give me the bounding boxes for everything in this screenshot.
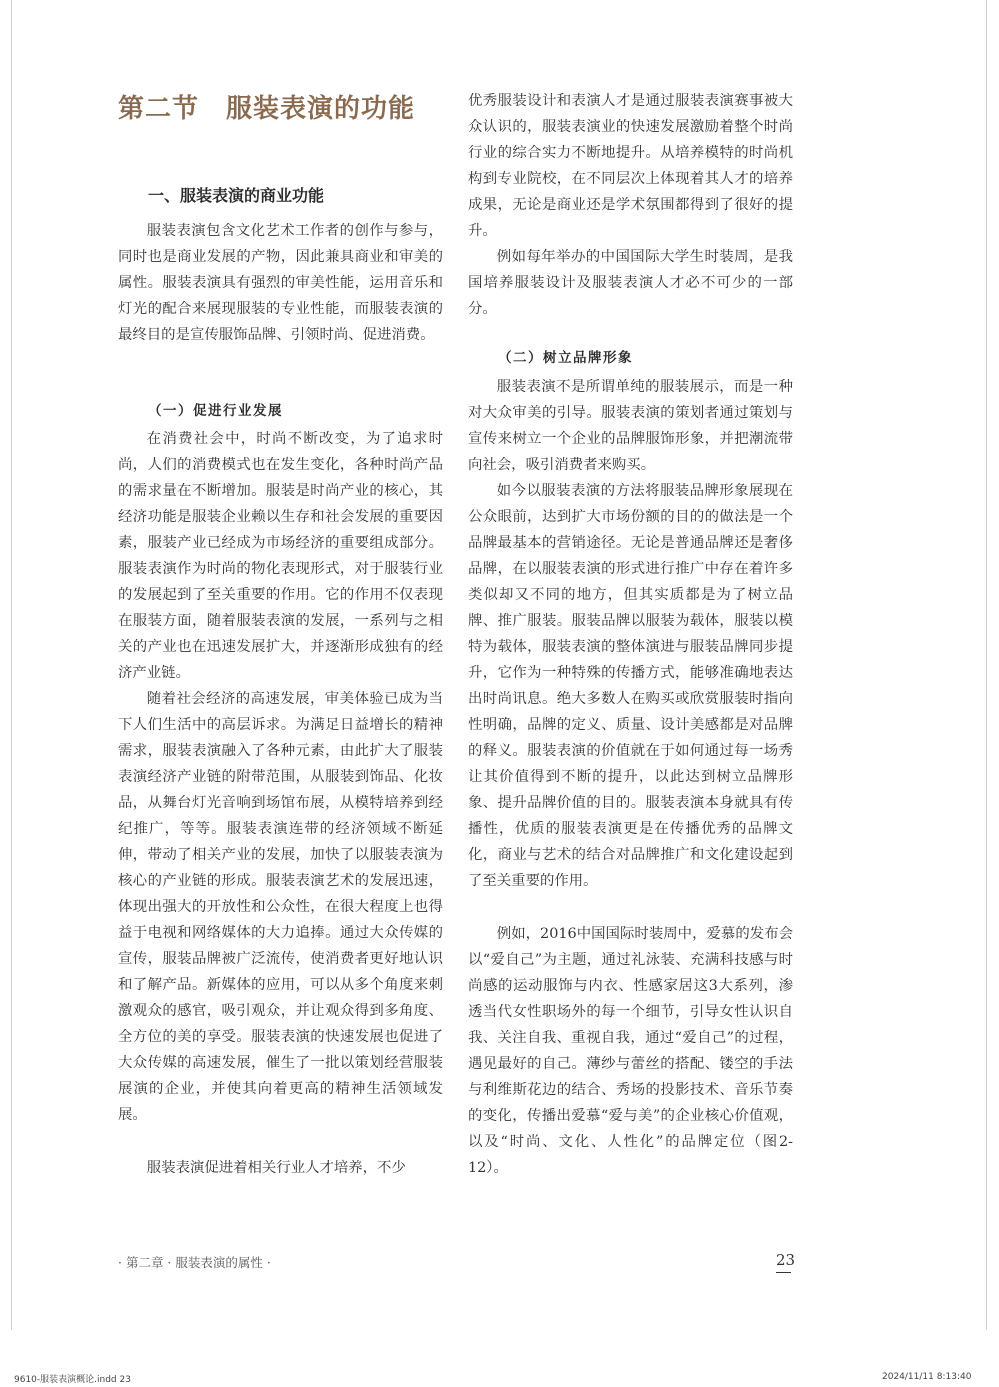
paragraph-industry-3-continued: 优秀服装设计和表演人才是通过服装表演赛事被大众认识的，服装表演业的快速发展激励着整个时尚行业的综合实力不断地提升。从培养模特的时尚机构到专业院校，在不同层次上体现着其人才的培养成果，无论是商业还是学术氛围都得到了很好的提升。 (468, 93, 793, 239)
paragraph-brand-1: 服装表演不是所谓单纯的服装展示，而是一种对大众审美的引导。服装表演的策划者通过策划与宣传来树立一个企业的品牌服饰形象，并把潮流带向社会，吸引消费者来购买。 (468, 379, 793, 473)
paragraph-industry-3: 服装表演促进着相关行业人才培养，不少 (146, 1160, 406, 1176)
intro-paragraph: 服装表演包含文化艺术工作者的创作与参与，同时也是商业发展的产物，因此兼具商业和审美的属性。服装表演具有强烈的审美性能，运用音乐和灯光的配合来展现服装的专业性能，而服装表演的最终目的是宣传服饰品牌、引领时尚、促进消费。 (118, 223, 443, 343)
page-trim-line-left (11, 0, 12, 1330)
print-slug-filename: 9610-服装表演概论.indd 23 (14, 1375, 131, 1385)
paragraph-brand-2: 如今以服装表演的方法将服装品牌形象展现在公众眼前，达到扩大市场份额的目的的做法是一个品牌最基本的营销途径。无论是普通品牌还是奢侈品牌，在以服装表演的形式进行推广中存在着许多类似却又不同的地方，但其实质都是为了树立品牌、推广服装。服装品牌以服装为载体，服装以模特为载体，服装表演的整体演进与服装品牌同步提升，它作为一种特殊的传播方式，能够准确地表达出时尚讯息。绝大多数人在购买或欣赏服装时指向性明确，品牌的定义、质量、设计美感都是对品牌的释义。服装表演的价值就在于如何通过每一场秀让其价值得到不断的提升，以此达到树立品牌形象、提升品牌价值的目的。服装表演本身就具有传播性，优质的服装表演更是在传播优秀的品牌文化，商业与艺术的结合对品牌推广和文化建设起到了至关重要的作用。 (468, 483, 793, 889)
paragraph-industry-1: 在消费社会中，时尚不断改变，为了追求时尚，人们的消费模式也在发生变化，各种时尚产品的需求量在不断增加。服装是时尚产业的核心，其经济功能是服装企业赖以生存和社会发展的重要因素，服装产业已经成为市场经济的重要组成部分。服装表演作为时尚的物化表现形式，对于服装行业的发展起到了至关重要的作用。它的作用不仅表现在服装方面，随着服装表演的发展，一系列与之相关的产业也在迅速发展扩大，并逐渐形成独有的经济产业链。 (118, 431, 443, 681)
page-trim-line-right (986, 0, 987, 1330)
subheading-industry-development: （一）促进行业发展 (148, 403, 283, 419)
heading-commercial-function: 一、服装表演的商业功能 (148, 186, 325, 205)
paragraph-brand-3: 例如，2016中国国际时装周中，爱慕的发布会以“爱自己”为主题，通过礼泳装、充满科技感与时尚感的运动服饰与内衣、性感家居这3大系列，渗透当代女性职场外的每一个细节，引导女性认识自我、关注自我、重视自我，通过“爱自己”的过程，遇见最好的自己。薄纱与蕾丝的搭配、镂空的手法与利维斯花边的结合、秀场的投影技术、音乐节奏的变化，传播出爱慕“爱与美”的企业核心价值观，以及“时尚、文化、人性化”的品牌定位（图2-12）。 (468, 926, 793, 1176)
print-slug-timestamp: 2024/11/11 8:13:40 (882, 1372, 972, 1382)
page-number-underline (776, 1272, 791, 1273)
paragraph-industry-2: 随着社会经济的高速发展，审美体验已成为当下人们生活中的高层诉求。为满足日益增长的精神需求，服装表演融入了各种元素，由此扩大了服装表演经济产业链的附带范围，从服装到饰品、化妆品，从舞台灯光音响到场馆布展，从模特培养到经纪推广，等等。服装表演连带的经济领域不断延伸，带动了相关产业的发展，加快了以服装表演为核心的产业链的形成。服装表演艺术的发展迅速，体现出强大的开放性和公众性，在很大程度上也得益于电视和网络媒体的大力追捧。通过大众传媒的宣传，服装品牌被广泛流传，使消费者更好地认识和了解产品。新媒体的应用，可以从多个角度来刺激观众的感官，吸引观众，并让观众得到多角度、全方位的美的享受。服装表演的快速发展也促进了大众传媒的高速发展，催生了一批以策划经营服装展演的企业，并使其向着更高的精神生活领域发展。 (118, 691, 443, 1123)
section-title: 第二节 服装表演的功能 (118, 94, 416, 124)
paragraph-industry-4: 例如每年举办的中国国际大学生时装周，是我国培养服装设计及服装表演人才必不可少的一部分。 (468, 249, 793, 317)
running-footer-chapter: · 第二章 · 服装表演的属性 · (118, 1255, 271, 1270)
subheading-brand-image: （二）树立品牌形象 (498, 350, 633, 366)
page-number: 23 (776, 1251, 796, 1269)
